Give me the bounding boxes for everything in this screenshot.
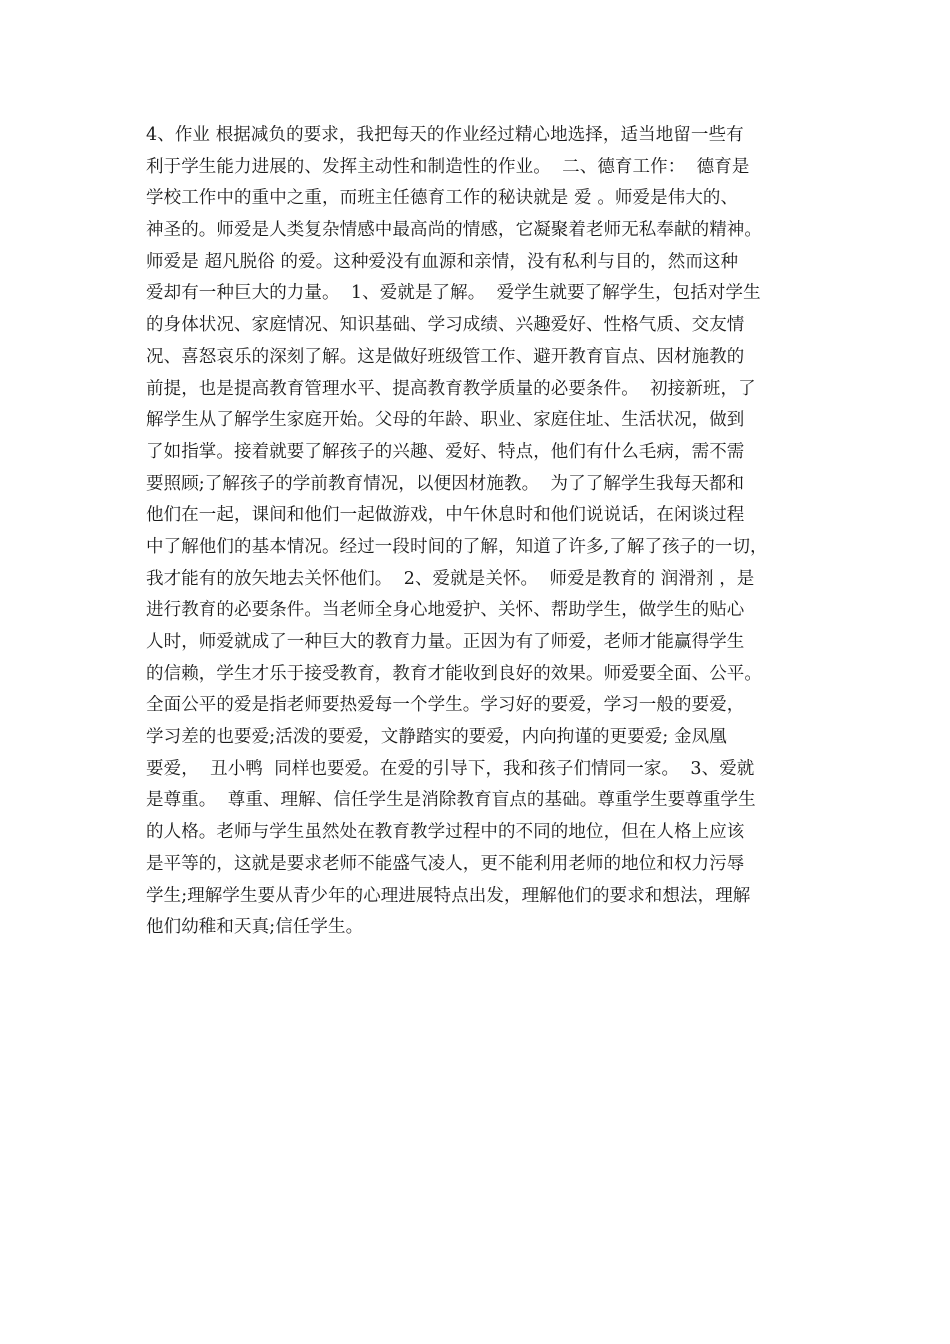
text-line: 他们在一起，课间和他们一起做游戏，中午休息时和他们说说话，在闲谈过程: [146, 505, 745, 526]
text-line: 要爱， 丑小鸭 同样也要爱。在爱的引导下，我和孩子们情同一家。 3、爱就: [146, 758, 755, 779]
text-line: 我才能有的放矢地去关怀他们。 2、爱就是关怀。 师爱是教育的 润滑剂 ，是: [146, 568, 755, 589]
text-line: 进行教育的必要条件。当老师全身心地爱护、关怀、帮助学生，做学生的贴心: [146, 600, 745, 621]
text-line: 的身体状况、家庭情况、知识基础、学习成绩、兴趣爱好、性格气质、交友情: [146, 315, 745, 336]
text-line: 神圣的。师爱是人类复杂情感中最高尚的情感，它凝聚着老师无私奉献的精神。: [146, 220, 762, 241]
text-line: 学习差的也要爱;活泼的要爱，文静踏实的要爱，内向拘谨的更要爱; 金凤凰: [146, 727, 727, 748]
text-line: 4、作业 根据减负的要求，我把每天的作业经过精心地选择，适当地留一些有: [146, 125, 744, 145]
text-line: 利于学生能力进展的、发挥主动性和制造性的作业。 二、德育工作： 德育是: [146, 156, 750, 177]
text-line: 学校工作中的重中之重，而班主任德育工作的秘诀就是 爱 。师爱是伟大的、: [146, 188, 739, 209]
text-line: 他们幼稚和天真;信任学生。: [146, 917, 364, 938]
text-line: 中了解他们的基本情况。经过一段时间的了解，知道了许多,了解了孩子的一切，: [146, 536, 768, 557]
text-line: 前提，也是提高教育管理水平、提高教育教学质量的必要条件。 初接新班，了: [146, 378, 756, 399]
text-line: 是尊重。 尊重、理解、信任学生是消除教育盲点的基础。尊重学生要尊重学生: [146, 790, 756, 811]
body-text: [146, 120, 826, 944]
text-line: 爱却有一种巨大的力量。 1、爱就是了解。 爱学生就要了解学生，包括对学生: [146, 283, 761, 304]
text-line: 学生;理解学生要从青少年的心理进展特点出发，理解他们的要求和想法，理解: [146, 885, 751, 906]
text-line: 解学生从了解学生家庭开始。父母的年龄、职业、家庭住址、生活状况，做到: [146, 410, 745, 431]
text-line: 了如指掌。接着就要了解孩子的兴趣、爱好、特点，他们有什么毛病，需不需: [146, 441, 745, 462]
text-line: 是平等的，这就是要求老师不能盛气凌人，更不能利用老师的地位和权力污辱: [146, 853, 745, 874]
text-line: 师爱是 超凡脱俗 的爱。这种爱没有血源和亲情，没有私利与目的，然而这种: [146, 251, 739, 272]
text-line: 的人格。老师与学生虽然处在教育教学过程中的不同的地位，但在人格上应该: [146, 822, 745, 843]
text-line: 况、喜怒哀乐的深刻了解。这是做好班级管工作、避开教育盲点、因材施教的: [146, 346, 745, 367]
text-line: 人时，师爱就成了一种巨大的教育力量。正因为有了师爱，老师才能赢得学生: [146, 632, 745, 652]
text-line: 要照顾;了解孩子的学前教育情况，以便因材施教。 为了了解学生我每天都和: [146, 473, 745, 494]
text-line: 的信赖，学生才乐于接受教育，教育才能收到良好的效果。师爱要全面、公平。: [146, 663, 762, 684]
text-line: 全面公平的爱是指老师要热爱每一个学生。学习好的要爱，学习一般的要爱，: [146, 695, 745, 716]
